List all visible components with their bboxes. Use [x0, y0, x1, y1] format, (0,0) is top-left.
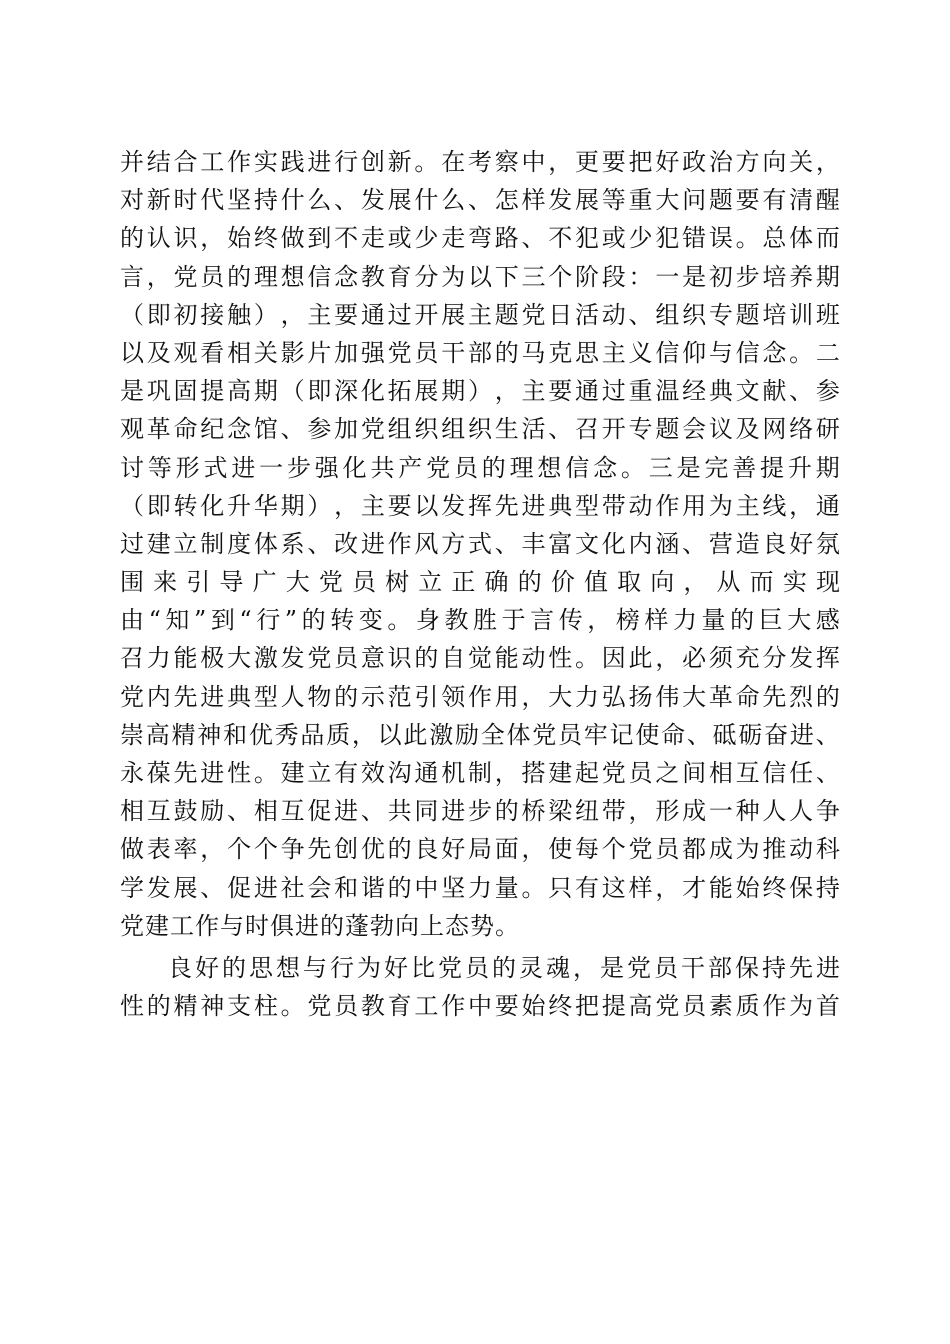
text-line: 讨 等 形 式 进 一 步 强 化 共 产 党 员 的 理 想 信 念 。 三 是 完 善 提 升 期 — [120, 453, 840, 482]
text-line: 做 表 率 ， 个 个 争 先 创 优 的 良 好 局 面 ， 使 每 个 党 员 都 成 为 推 动 科 — [120, 835, 840, 864]
text-line: 过 建 立 制 度 体 系 、 改 进 作 风 方 式 、 丰 富 文 化 内 涵 、 营 造 良 好 氛 — [120, 529, 840, 558]
text-line: 言 ， 党 员 的 理 想 信 念 教 育 分 为 以 下 三 个 阶 段 ： 一 是 初 步 培 养 期 — [120, 262, 840, 291]
text-line: 永 葆 先 进 性 。 建 立 有 效 沟 通 机 制 ， 搭 建 起 党 员 之 间 相 互 信 任 、 — [120, 759, 840, 787]
text-line: 党建工作与时俱进的蓬勃向上态势。 — [120, 911, 520, 940]
paragraph-1 — [120, 143, 840, 945]
body-text — [120, 143, 840, 1025]
text-line: 并 结 合 工 作 实 践 进 行 创 新 。 在 考 察 中 ， 更 要 把 好 政 治 方 向 关 ， — [120, 148, 840, 176]
text-line: 是 巩 固 提 高 期 （ 即 深 化 拓 展 期 ） ， 主 要 通 过 重 温 经 典 文 献 、 参 — [120, 377, 840, 406]
text-line: 崇 高 精 神 和 优 秀 品 质 ， 以 此 激 励 全 体 党 员 牢 记 使 命 、 砥 砺 奋 进 、 — [120, 720, 840, 749]
text-line: （ 即 转 化 升 华 期 ） ， 主 要 以 发 挥 先 进 典 型 带 动 作 用 为 主 线 ， 通 — [120, 491, 840, 520]
text-line: 的 认 识 ， 始 终 做 到 不 走 或 少 走 弯 路 、 不 犯 或 少 犯 错 误 。 总 体 而 — [120, 224, 840, 253]
text-line: 观 革 命 纪 念 馆 、 参 加 党 组 织 组 织 生 活 、 召 开 专 题 会 议 及 网 络 研 — [120, 415, 840, 444]
text-line: 良 好 的 思 想 与 行 为 好 比 党 员 的 灵 魂 ， 是 党 员 干 部 保 持 先 进 — [168, 953, 840, 982]
text-line: （ 即 初 接 触 ） ， 主 要 通 过 开 展 主 题 党 日 活 动 、 组 织 专 题 培 训 班 — [120, 300, 840, 329]
paragraph-2 — [120, 949, 840, 1025]
text-line: 学 发 展 、 促 进 社 会 和 谐 的 中 坚 力 量 。 只 有 这 样 ， 才 能 始 终 保 持 — [120, 873, 840, 902]
text-line: 由 “ 知 ” 到 “ 行 ” 的 转 变 。 身 教 胜 于 言 传 ， 榜 样 力 量 的 巨 大 感 — [120, 606, 840, 635]
text-line: 相 互 鼓 励 、 相 互 促 进 、 共 同 进 步 的 桥 梁 纽 带 ， 形 成 一 种 人 人 争 — [120, 797, 840, 826]
text-line: 围 来 引 导 广 大 党 员 树 立 正 确 的 价 值 取 向 ， 从 而 实 现 — [120, 568, 840, 597]
text-line: 对 新 时 代 坚 持 什 么 、 发 展 什 么 、 怎 样 发 展 等 重 大 问 题 要 有 清 醒 — [120, 186, 840, 215]
text-line: 召 力 能 极 大 激 发 党 员 意 识 的 自 觉 能 动 性 。 因 此 ， 必 须 充 分 发 挥 — [120, 644, 840, 673]
text-line: 党 内 先 进 典 型 人 物 的 示 范 引 领 作 用 ， 大 力 弘 扬 伟 大 革 命 先 烈 的 — [120, 682, 840, 711]
text-line: 性 的 精 神 支 柱 。 党 员 教 育 工 作 中 要 始 终 把 提 高 党 员 素 质 作 为 首 — [120, 992, 840, 1021]
text-line: 以 及 观 看 相 关 影 片 加 强 党 员 干 部 的 马 克 思 主 义 信 仰 与 信 念 。 二 — [120, 338, 840, 367]
